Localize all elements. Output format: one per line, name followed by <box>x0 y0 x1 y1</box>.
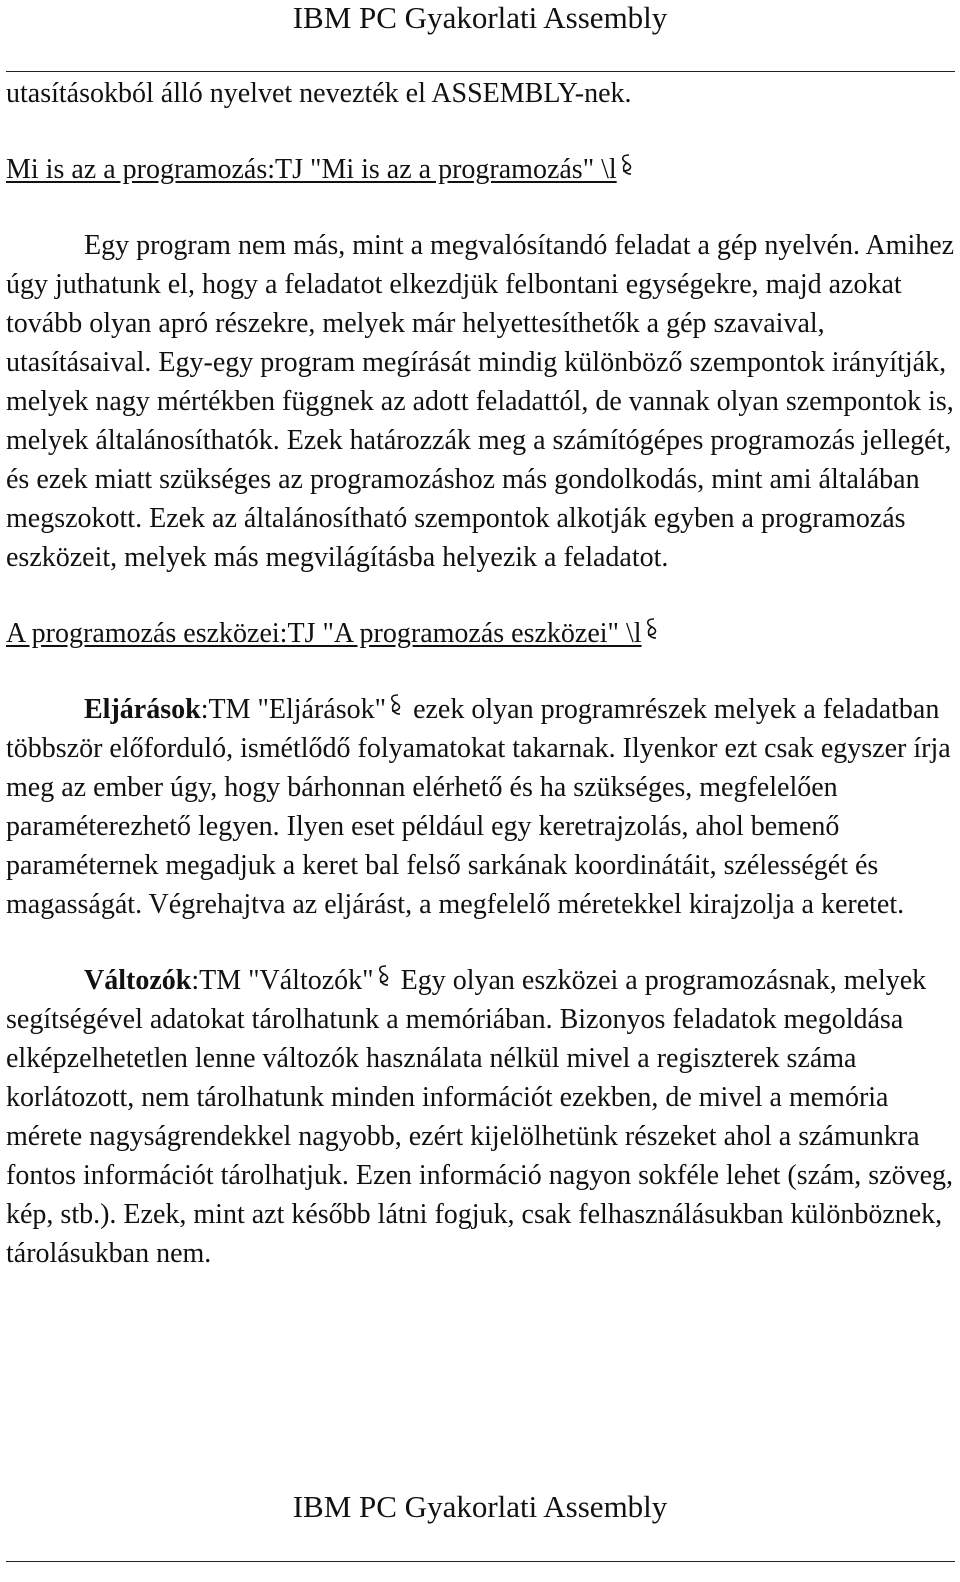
tool-item-variables <box>6 961 956 1273</box>
tool-item-text: Egy olyan eszközei a programozásnak, melyek segítségével adatokat tárolhatunk a memóriában. Bizonyos feladatok megoldása elképzelhetetlen lenne változók használata nélkül mivel a regiszterek száma korlátozott, nem tárolhatunk minden információt ezekben, de mivel a memória mérete nagyságrendekkel nagyobb, ezért kijelölhetünk részeket ahol a számunkra fontos információt tárolhatjuk. Ezen információ nagyon sokféle lehet (szám, szöveg, kép, stb.). Ezek, mint azt később látni fogjuk, csak felhasználásukban különböznek, tárolásukban nem. <box>6 965 954 1269</box>
section-heading-text: A programozás eszközei:TJ "A programozás eszközei" \l <box>6 618 642 649</box>
footer-rule <box>6 1561 955 1562</box>
section-heading-programming <box>6 150 956 189</box>
tool-item-procedures <box>6 690 956 924</box>
section-heading-text: Mi is az a programozás:TJ "Mi is az a programozás" \l <box>6 154 617 185</box>
field-code-icon <box>617 152 637 178</box>
header-rule <box>6 71 955 72</box>
page-content <box>6 74 956 1273</box>
intro-line: utasításokból álló nyelvet nevezték el ASSEMBLY-nek. <box>6 78 632 109</box>
term-variables: Változók <box>84 965 192 996</box>
field-code-icon <box>642 616 662 642</box>
tm-marker: :TM "Változók" <box>191 965 374 996</box>
tool-item-text: ezek olyan programrészek melyek a feladatban többször előforduló, ismétlődő folyamatokat takarnak. Ilyenkor ezt csak egyszer írja meg az ember úgy, hogy bárhonnan elérhető és ha szükséges, megfelelően paraméterezhető legyen. Ilyen eset például egy keretrajzolás, ahol bemenő paraméternek megadjuk a keret bal felső sarkának koordinátáit, szélességét és magasságát. Végrehajtva az eljárást, a megfelelő méretekkel kirajzolja a keretet. <box>6 694 951 920</box>
field-code-icon <box>386 692 406 718</box>
running-header: IBM PC Gyakorlati Assembly <box>292 0 668 35</box>
section-body-programming: Egy program nem más, mint a megvalósítandó feladat a gép nyelvén. Amihez úgy juthatunk el, hogy a feladatot elkezdjük felbontani egységekre, majd azokat tovább olyan apró részekre, melyek már helyettesíthetők a gép szavaival, utasításaival. Egy-egy program megírását mindig különböző szempontok irányítják, melyek nagy mértékben függnek az adott feladattól, de vannak olyan szempontok is, melyek általánosíthatók. Ezek határozzák meg a számítógépes programozás jellegét, és ezek miatt szükséges az programozáshoz más gondolkodás, mint ami általában megszokott. Ezek az általánosítható szempontok alkotják egyben a programozás eszközeit, melyek más megvilágításba helyezik a feladatot. <box>6 230 955 573</box>
running-footer: IBM PC Gyakorlati Assembly <box>292 1489 668 1524</box>
section-heading-tools <box>6 614 956 653</box>
term-procedures: Eljárások <box>84 694 201 725</box>
field-code-icon <box>374 963 394 989</box>
tm-marker: :TM "Eljárások" <box>200 694 387 725</box>
